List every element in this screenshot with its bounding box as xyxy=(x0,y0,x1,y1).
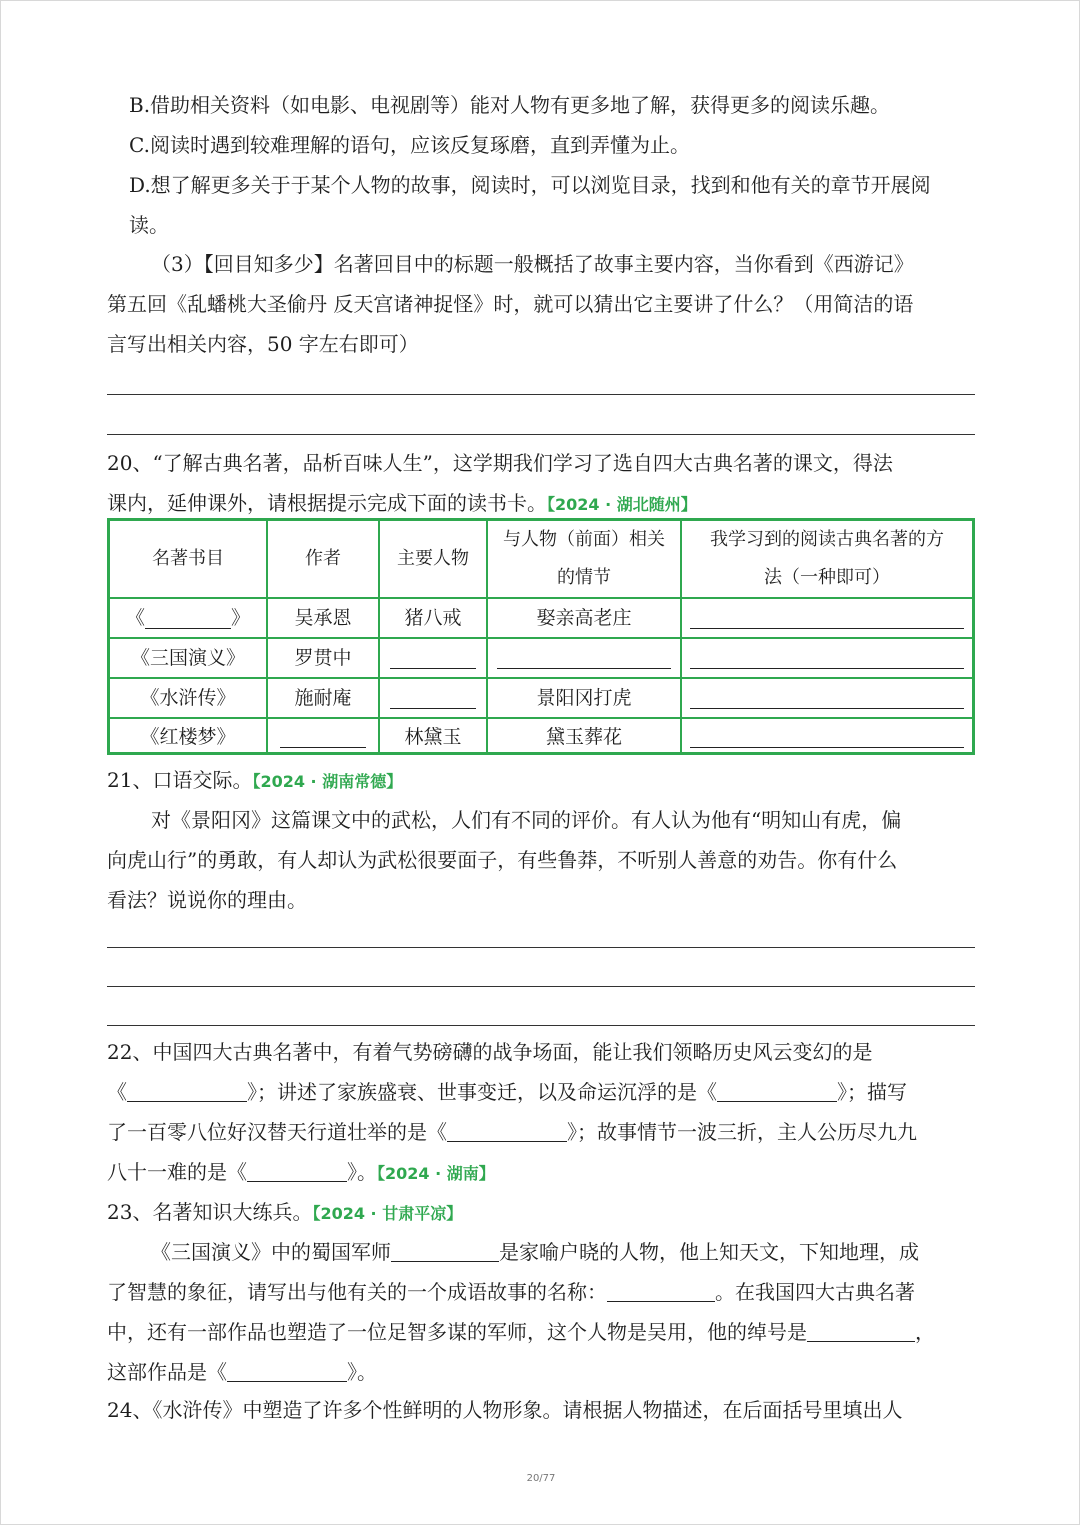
answer-line[interactable] xyxy=(107,1025,975,1026)
source-tag: 【2024 · 湖南】 xyxy=(377,1164,495,1183)
q21-para-line3: 看法？说说你的理由。 xyxy=(107,888,307,912)
q23-line2: 了智慧的象征，请写出与他有关的一个成语故事的名称： 。在我国四大古典名著 xyxy=(107,1280,915,1304)
table-cell-author: 罗贯中 xyxy=(294,647,352,669)
answer-line[interactable] xyxy=(107,394,975,395)
table-cell-person: 猪八戒 xyxy=(404,607,462,629)
q19-option-d: D.想了解更多关于于某个人物的故事，阅读时，可以浏览目录，找到和他有关的章节开展阅 xyxy=(129,173,931,197)
table-cell-book: 《水浒传》 xyxy=(140,687,236,709)
table-cell-plot: 黛玉葬花 xyxy=(545,726,622,748)
q22-line4: 八十一难的是《 》。【2024 · 湖南】 xyxy=(107,1160,495,1184)
table-cell-book[interactable]: 《 》 xyxy=(125,607,251,629)
q19-option-d-cont: 读。 xyxy=(129,213,169,237)
table-cell-person: 林黛玉 xyxy=(404,726,462,748)
table-cell-author: 吴承恩 xyxy=(294,607,352,629)
table-cell-method[interactable] xyxy=(682,599,972,637)
table-cell-person[interactable] xyxy=(380,679,486,717)
table-cell-plot[interactable] xyxy=(488,639,680,677)
table-cell-method[interactable] xyxy=(682,639,972,677)
table-cell-method[interactable] xyxy=(682,719,972,755)
answer-line[interactable] xyxy=(107,947,975,948)
q19-sub3-line2: 第五回《乱蟠桃大圣偷丹 反天宫诸神捉怪》时，就可以猜出它主要讲了什么？（用简洁的语 xyxy=(107,292,914,316)
table-cell-book: 《红楼梦》 xyxy=(140,726,236,748)
table-cell-plot: 景阳冈打虎 xyxy=(536,687,632,709)
q21-title: 21、口语交际。【2024 · 湖南常德】 xyxy=(107,768,403,792)
header-plot: 与人物（前面）相关 的情节 xyxy=(503,529,665,588)
fill-blank[interactable] xyxy=(807,1321,915,1342)
answer-line[interactable] xyxy=(107,434,975,435)
table-cell-method[interactable] xyxy=(682,679,972,717)
q19-sub3-line1: （3）【回目知多少】名著回目中的标题一般概括了故事主要内容，当你看到《西游记》 xyxy=(151,252,914,276)
table-cell-book: 《三国演义》 xyxy=(130,647,245,669)
q21-para-line1: 对《景阳冈》这篇课文中的武松，人们有不同的评价。有人认为他有“明知山有虎，偏 xyxy=(151,808,902,832)
fill-blank[interactable] xyxy=(227,1361,347,1382)
fill-blank[interactable] xyxy=(607,1281,715,1302)
q24-line1: 24、《水浒传》中塑造了许多个性鲜明的人物形象。请根据人物描述，在后面括号里填出人 xyxy=(107,1398,903,1422)
source-tag: 【2024 · 甘肃平凉】 xyxy=(312,1204,463,1223)
q19-option-c: C.阅读时遇到较难理解的语句，应该反复琢磨，直到弄懂为止。 xyxy=(129,133,690,157)
q19-sub3-line3: 言写出相关内容，50 字左右即可） xyxy=(107,332,419,356)
q20-line1: 20、“了解古典名著，品析百味人生”，这学期我们学习了选自四大古典名著的课文，得法 xyxy=(107,451,893,475)
table-cell-plot: 娶亲高老庄 xyxy=(536,607,632,629)
answer-line[interactable] xyxy=(107,986,975,987)
header-person: 主要人物 xyxy=(397,548,469,569)
q22-line1: 22、中国四大古典名著中，有着气势磅礴的战争场面，能让我们领略历史风云变幻的是 xyxy=(107,1040,873,1064)
table-cell-author: 施耐庵 xyxy=(294,687,352,709)
q20-line2: 课内，延伸课外，请根据提示完成下面的读书卡。【2024 · 湖北随州】 xyxy=(107,491,697,515)
page-number: 20/77 xyxy=(526,1473,556,1484)
fill-blank[interactable] xyxy=(247,1161,347,1182)
header-book: 名著书目 xyxy=(152,548,224,569)
q19-option-b: B.借助相关资料（如电影、电视剧等）能对人物有更多地了解，获得更多的阅读乐趣。 xyxy=(129,93,891,117)
q23-line1: 《三国演义》中的蜀国军师 是家喻户晓的人物，他上知天文，下知地理，成 xyxy=(151,1240,919,1264)
fill-blank[interactable] xyxy=(717,1081,837,1102)
fill-blank[interactable] xyxy=(127,1081,247,1102)
header-author: 作者 xyxy=(305,548,341,569)
q23-line3: 中，还有一部作品也塑造了一位足智多谋的军师，这个人物是吴用，他的绰号是 ， xyxy=(107,1320,935,1344)
reading-card-table xyxy=(107,518,975,755)
q21-para-line2: 向虎山行”的勇敢，有人却认为武松很要面子，有些鲁莽，不听别人善意的劝告。你有什么 xyxy=(107,848,898,872)
fill-blank[interactable] xyxy=(447,1121,567,1142)
header-method: 我学习到的阅读古典名著的方 法（一种即可） xyxy=(710,529,944,588)
q23-title: 23、名著知识大练兵。【2024 · 甘肃平凉】 xyxy=(107,1200,463,1224)
table-cell-person[interactable] xyxy=(380,639,486,677)
q23-line4: 这部作品是《 》。 xyxy=(107,1360,377,1384)
fill-blank[interactable] xyxy=(391,1241,499,1262)
source-tag: 【2024 · 湖南常德】 xyxy=(252,772,403,791)
q22-line3: 了一百零八位好汉替天行道壮举的是《 》；故事情节一波三折，主人公历尽九九 xyxy=(107,1120,917,1144)
table-cell-author[interactable] xyxy=(268,719,378,755)
q22-line2: 《 》；讲述了家族盛衰、世事变迁，以及命运沉浮的是《 》；描写 xyxy=(107,1080,907,1104)
source-tag: 【2024 · 湖北随州】 xyxy=(547,495,697,514)
